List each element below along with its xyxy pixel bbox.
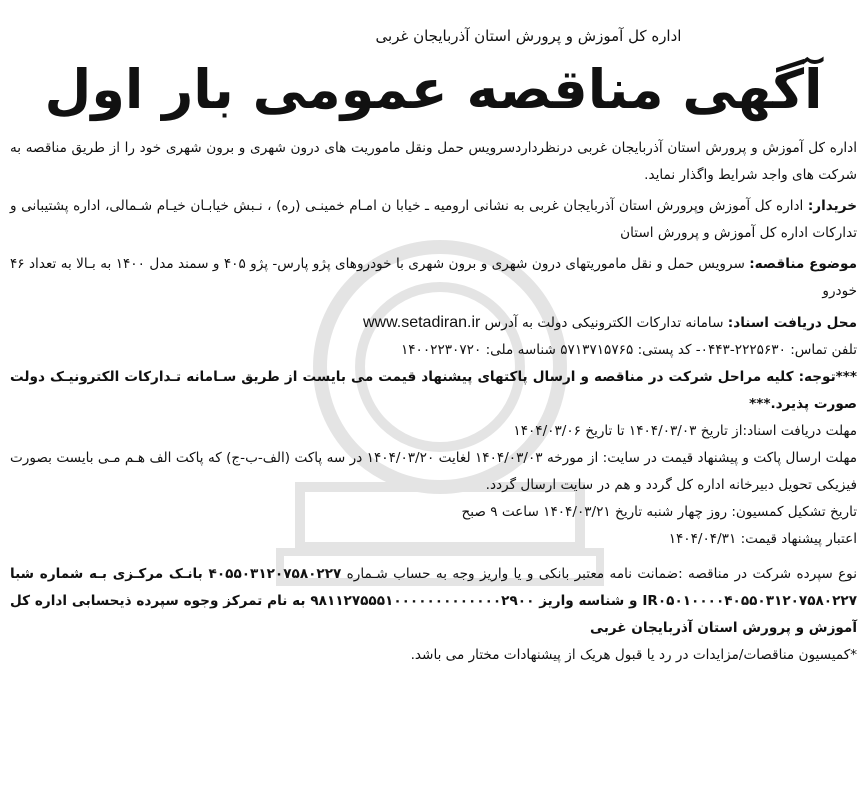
sheba-number: IR۰۵۰۱۰۰۰۰۴۰۵۵۰۳۱۲۰۷۵۸۰۲۲۷ [642, 593, 857, 609]
account-number: ۴۰۵۵۰۳۱۲۰۷۵۸۰۲۲۷ [208, 566, 342, 582]
footer-note: *کمیسیون مناقصات/مزایدات در رد یا قبول هریک از پیشنهادات مختار می باشد. [410, 647, 857, 663]
subject-text: سرویس حمل و نقل ماموریتهای درون شهری و برون شهری با خودروهای پژو پارس- پژو ۴۰۵ و سمند مدل ۱۴۰۰ به بـالا به تعداد ۴۶ خودرو [10, 256, 857, 299]
deposit-paragraph [10, 561, 857, 642]
deposit-prefix: نوع سپرده شرکت در مناقصه :ضمانت نامه معتبر بانکی و یا واریز وجه به حساب شـماره [341, 566, 857, 582]
buyer-text: اداره کل آموزش وپرورش استان آذربایجان غربی به نشانی ارومیه ـ خیابا ن امـام خمینـی (ره) ، نـبش خیابـان خیـام شـمالی، اداره پشتیبانی و تدارکات اداره کل آموزش و پرورش استان [10, 198, 857, 241]
notice-paragraph: ***توجه: کلیه مراحل شرکت در مناقصه و ارسال پاکتهای پیشنهاد قیمت می بایست از طریق سـامانه تـدارکات الکترونیـک دولت صورت پذیرد.*** [10, 369, 857, 412]
document-location-label: محل دریافت اسناد: [727, 315, 857, 331]
subject-paragraph [10, 251, 857, 305]
intro-paragraph: اداره کل آموزش و پرورش استان آذربایجان غربی درنظرداردسرویس حمل ونقل ماموریت های درون شهری و برون شهری خود را از طریق مناقصه به شرکت های واجد شرایط واگذار نماید. [10, 140, 857, 183]
subject-label: موضوع مناقصه: [749, 256, 857, 272]
commission-date: تاریخ تشکیل کمسیون: روز چهار شنبه تاریخ ۱۴۰۴/۰۳/۲۱ ساعت ۹ صبح [461, 504, 857, 520]
organization-header: اداره کل آموزش و پرورش استان آذربایجان غربی [375, 27, 682, 45]
tender-notice-page [0, 27, 867, 794]
page-title: آگهی مناقصه عمومی بار اول [44, 58, 823, 121]
website-link[interactable]: www.setadiran.ir [362, 314, 481, 331]
buyer-paragraph [10, 193, 857, 247]
deposit-suffix: و شناسه واریز ۹۸۱۱۲۷۵۵۵۱۰۰۰۰۰۰۰۰۰۰۰۰۰۲۹۰۰ به نام تمرکز وجوه سپرده ذیحسابی اداره کل آموزش و پرورش استان آذربایجان غربی [10, 593, 857, 636]
contact-line: تلفن تماس: ۲۲۲۵۶۳۰-۰۴۴۳- کد پستی: ۵۷۱۳۷۱۵۷۶۵ شناسه ملی: ۱۴۰۰۲۲۳۰۷۲۰ [400, 342, 857, 358]
buyer-label: خریدار: [807, 198, 857, 214]
document-location-text: سامانه تدارکات الکترونیکی دولت به آدرس [484, 315, 728, 331]
documents-deadline: مهلت دریافت اسناد:از تاریخ ۱۴۰۴/۰۳/۰۳ تا تاریخ ۱۴۰۴/۰۳/۰۶ [513, 423, 857, 439]
document-location-paragraph [10, 309, 857, 337]
deposit-middle: بانـک مرکـزی بـه شماره شبا [10, 566, 209, 582]
submission-deadline: مهلت ارسال پاکت و پیشنهاد قیمت در سایت: از مورخه ۱۴۰۴/۰۳/۰۳ لغایت ۱۴۰۴/۰۳/۲۰ در سه پاکت (الف-ب-ج) که پاکت الف هـم مـی بایست بصورت فیزیکی تحویل دبیرخانه اداره کل گردد و هم در سایت ارسال گردد. [10, 450, 858, 493]
offer-validity: اعتبار پیشنهاد قیمت: ۱۴۰۴/۰۴/۳۱ [668, 531, 857, 547]
